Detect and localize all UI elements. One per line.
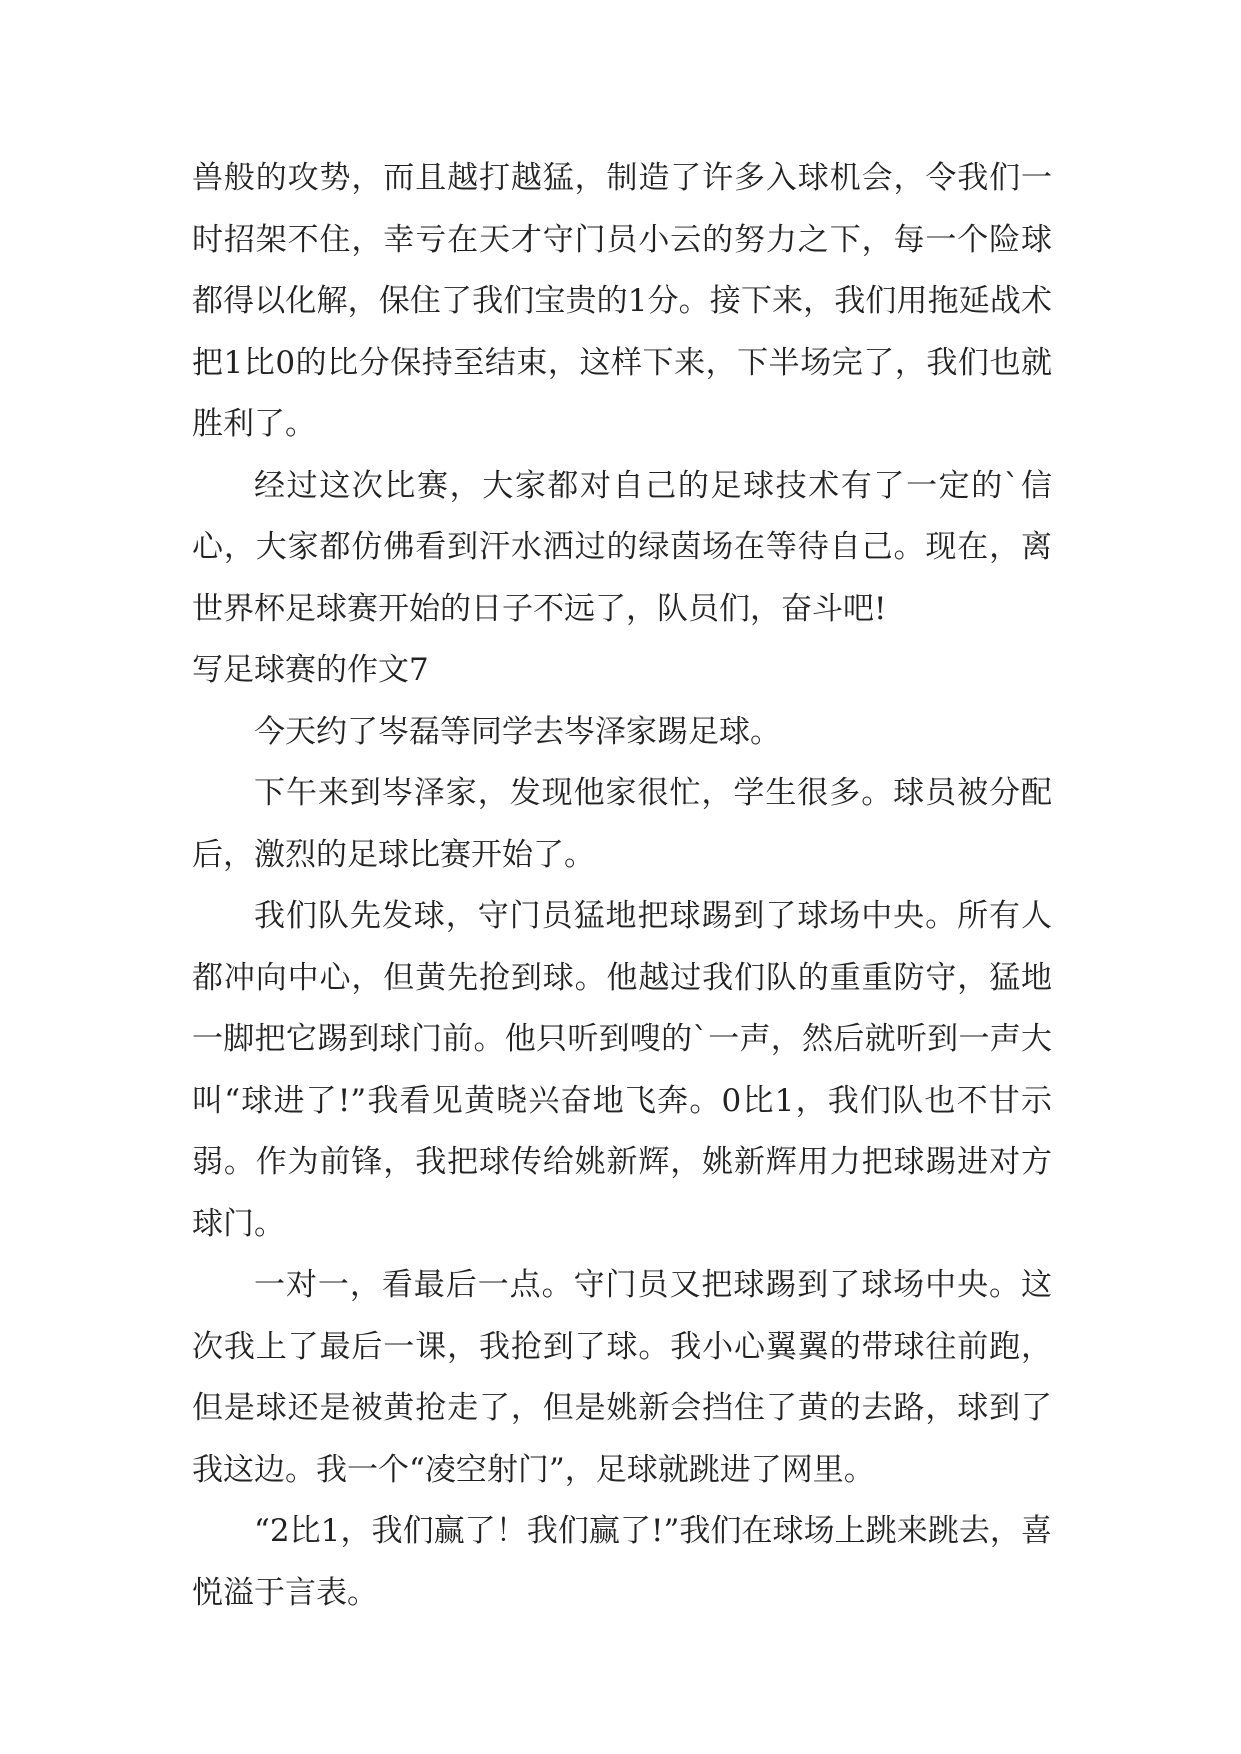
essay-title: 写足球赛的作文7 — [192, 652, 429, 688]
paragraph: 今天约了岑磊等同学去岑泽家踢足球。 — [254, 713, 781, 750]
paragraph-conclusion: 经过这次比赛，大家都对自己的足球技术有了一定的`信心，大家都仿佛看到汗水洒过的绿茵场在等待自己。现在，离世界杯足球赛开始的日子不远了，队员们，奋斗吧! — [192, 467, 1052, 627]
paragraph: 一对一，看最后一点。守门员又把球踢到了球场中央。这次我上了最后一课，我抢到了球。我小心翼翼的带球往前跑，但是球还是被黄抢走了，但是姚新会挡住了黄的去路，球到了我这边。我一个“凌空射门”，足球就跳进了网里。 — [192, 1267, 1052, 1488]
paragraph: 下午来到岑泽家，发现他家很忙，学生很多。球员被分配后，激烈的足球比赛开始了。 — [192, 775, 1052, 873]
paragraph-continued: 兽般的攻势，而且越打越猛，制造了许多入球机会，令我们一时招架不住，幸亏在天才守门员小云的努力之下，每一个险球都得以化解，保住了我们宝贵的1分。接下来，我们用拖延战术把1比0的比分保持至结束，这样下来，下半场完了，我们也就胜利了。 — [192, 160, 1052, 442]
paragraph: “2比1，我们赢了！我们赢了!”我们在球场上跳来跳去，喜悦溢于言表。 — [192, 1513, 1052, 1611]
paragraph: 我们队先发球，守门员猛地把球踢到了球场中央。所有人都冲向中心，但黄先抢到球。他越过我们队的重重防守，猛地一脚把它踢到球门前。他只听到嗖的`一声，然后就听到一声大叫“球进了!”我看见黄晓兴奋地飞奔。0比1，我们队也不甘示弱。作为前锋，我把球传给姚新辉，姚新辉用力把球踢进对方球门。 — [192, 898, 1052, 1242]
document-body — [192, 148, 1052, 1624]
